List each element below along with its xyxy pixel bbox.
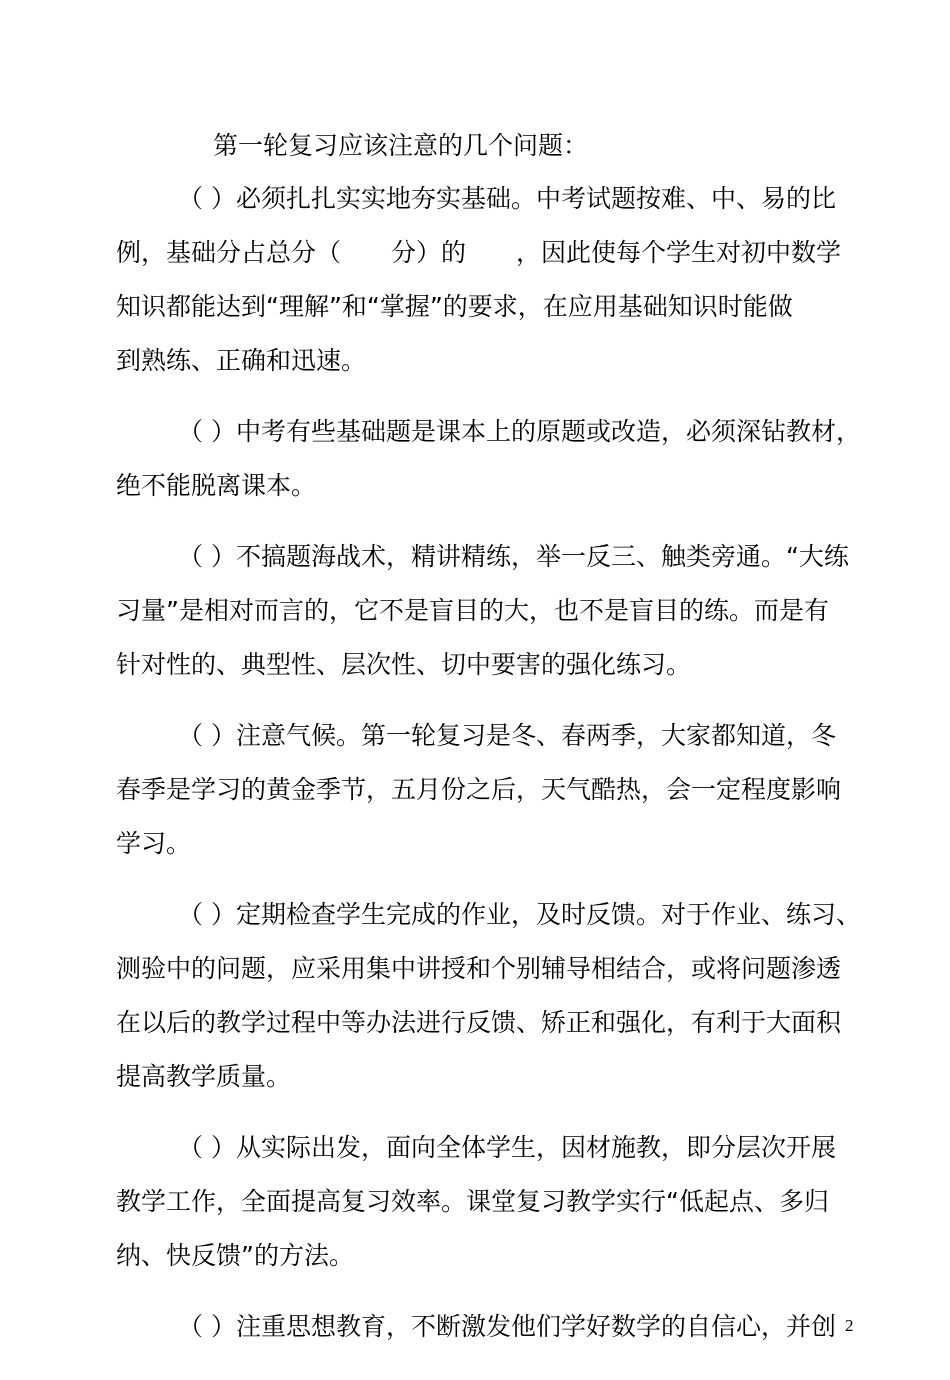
paragraph-line: 纳、快反馈”的方法。 [116,1241,354,1270]
document-body [116,181,860,1380]
paragraph-line: 学习。 [116,829,192,858]
paragraph-line: 在以后的教学过程中等办法进行反馈、矫正和强化，有利于大面积 [116,1008,842,1037]
paragraph-line: （ ）中考有些基础题是课本上的原题或改造，必须深钻教材， [178,417,861,446]
paragraph-4 [116,718,860,880]
paragraph-line: （ ）必须扎扎实实地夯实基础。中考试题按难、中、易的比 [178,184,836,213]
paragraph-3 [116,539,860,701]
page-number: 2 [845,1316,854,1335]
paragraph-6 [116,1130,860,1292]
paragraph-2 [116,414,860,522]
document-heading: 第一轮复习应该注意的几个问题： [213,131,589,160]
paragraph-line: （ ）定期检查学生完成的作业，及时反馈。对于作业、练习、 [178,900,861,929]
paragraph-line: 针对性的、典型性、层次性、切中要害的强化练习。 [116,650,692,679]
paragraph-line: 提高教学质量。 [116,1062,292,1091]
paragraph-line: 教学工作，全面提高复习效率。课堂复习教学实行“低起点、多归 [116,1187,829,1216]
paragraph-line: 例，基础分占总分（ 分）的 ，因此使每个学生对初中数学 [116,238,842,267]
paragraph-line: （ ）注意气候。第一轮复习是冬、春两季，大家都知道，冬 [178,721,836,750]
paragraph-line: 春季是学习的黄金季节，五月份之后，天气酷热，会一定程度影响 [116,775,842,804]
paragraph-line: 测验中的问题，应采用集中讲授和个别辅导相结合，或将问题渗透 [116,954,842,983]
paragraph-line: （ ）不搞题海战术，精讲精练，举一反三、触类旁通。“大练 [178,542,849,571]
paragraph-1 [116,181,860,397]
paragraph-7 [116,1309,860,1363]
paragraph-line: 习量”是相对而言的，它不是盲目的大，也不是盲目的练。而是有 [116,596,829,625]
paragraph-5 [116,897,860,1113]
paragraph-line: （ ）从实际出发，面向全体学生，因材施教，即分层次开展 [178,1133,836,1162]
paragraph-line: 知识都能达到“理解”和“掌握”的要求，在应用基础知识时能做 [116,292,793,321]
paragraph-line: 到熟练、正确和迅速。 [116,346,367,375]
paragraph-line: （ ）注重思想教育，不断激发他们学好数学的自信心，并创 [178,1312,836,1341]
paragraph-line: 绝不能脱离课本。 [116,471,317,500]
